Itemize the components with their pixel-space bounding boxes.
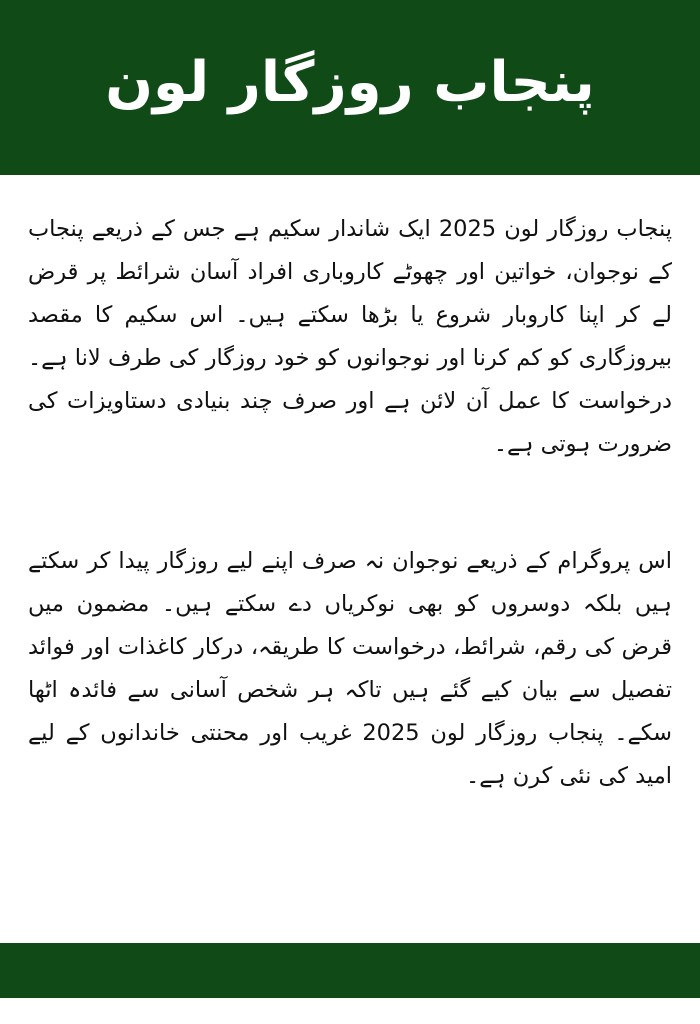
article-body (28, 208, 672, 928)
page-title: پنجاب روزگار لون (105, 50, 595, 115)
article-paragraph-2: اس پروگرام کے ذریعے نوجوان نہ صرف اپنے لیے روزگار پیدا کر سکتے ہیں بلکہ دوسروں کو بھی نوکریاں دے سکتے ہیں۔ مضمون میں قرض کی رقم، شرائط، درخواست کا طریقہ، درکار کاغذات اور فوائد تفصیل سے بیان کیے گئے ہیں تاکہ ہر شخص آسانی سے فائدہ اٹھا سکے۔ پنجاب روزگار لون 2025 غریب اور محنتی خاندانوں کے لیے امید کی نئی کرن ہے۔ (28, 548, 672, 789)
article-paragraph-1: پنجاب روزگار لون 2025 ایک شاندار سکیم ہے جس کے ذریعے پنجاب کے نوجوان، خواتین اور چھوٹے کاروباری افراد آسان شرائط پر قرض لے کر اپنا کاروبار شروع یا بڑھا سکتے ہیں۔ اس سکیم کا مقصد بیروزگاری کو کم کرنا اور نوجوانوں کو خود روزگار کی طرف لانا ہے۔ درخواست کا عمل آن لائن ہے اور صرف چند بنیادی دستاویزات کی ضرورت ہوتی ہے۔ (28, 216, 672, 457)
footer-bar (0, 943, 700, 998)
header-banner (0, 0, 700, 175)
